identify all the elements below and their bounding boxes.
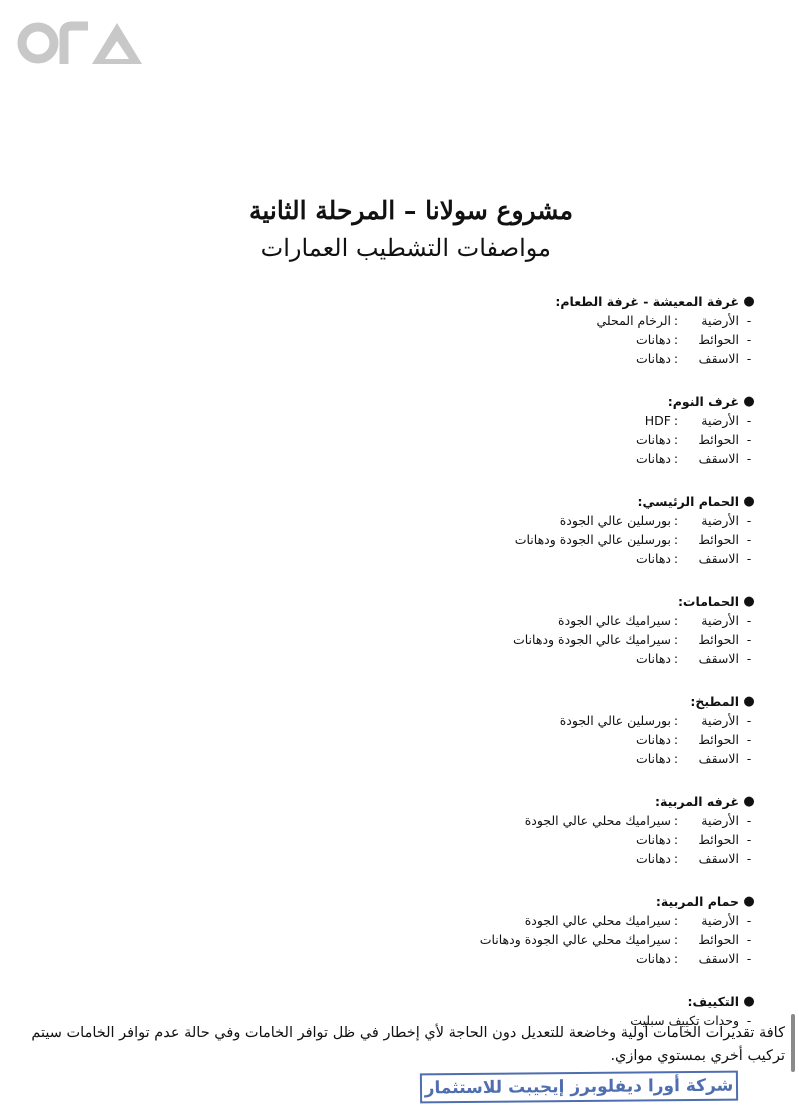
spec-label: الأرضية [701,413,739,428]
dash-icon: - [746,832,752,847]
colon-separator: : [673,551,679,566]
spec-row [339,730,759,749]
section-heading [339,892,759,911]
spec-label: الحوائط [698,532,739,547]
spec-label: الاسقف [698,751,739,766]
colon-separator: : [673,513,679,528]
colon-separator: : [673,613,679,628]
colon-separator: : [673,451,679,466]
section-title: غرفة المعيشة - غرفة الطعام: [555,294,739,309]
spec-label: الحوائط [698,932,739,947]
spec-label: الحوائط [698,632,739,647]
section-title: غرف النوم: [667,394,739,409]
dash-icon: - [746,913,752,928]
spec-section [339,792,759,868]
bullet-icon: ● [743,994,755,1009]
section-heading [339,392,759,411]
dash-icon: - [746,751,752,766]
scrollbar[interactable] [791,1014,795,1072]
spec-section [339,492,759,568]
colon-separator: : [673,651,679,666]
spec-value: دهانات [635,751,671,766]
spec-value: بورسلين عالي الجودة ودهانات [514,532,671,547]
spec-row [339,311,759,330]
spec-label: الحوائط [698,732,739,747]
dash-icon: - [746,451,752,466]
spec-row [339,511,759,530]
spec-value: HDF [644,413,671,428]
spec-value: بورسلين عالي الجودة [559,513,671,528]
spec-value: سيراميك عالي الجودة ودهانات [512,632,671,647]
colon-separator: : [673,851,679,866]
dash-icon: - [746,351,752,366]
dash-icon: - [746,932,752,947]
spec-row [339,949,759,968]
dash-icon: - [746,613,752,628]
dash-icon: - [746,1013,752,1028]
bullet-icon: ● [743,694,755,709]
colon-separator: : [673,932,679,947]
disclaimer-note: كافة تقديرات الخامات أولية وخاضعة للتعديل دون الحاجة لأي إخطار في ظل توافر الخامات وفي حالة عدم توافر الخامات سيتم تركيب أخري بمستوي موازي. [31,1025,785,1064]
colon-separator: : [673,532,679,547]
spec-value: دهانات [635,451,671,466]
colon-separator: : [673,313,679,328]
spec-row [339,911,759,930]
spec-row [339,930,759,949]
spec-label: الأرضية [701,913,739,928]
section-title: حمام المربية: [655,894,739,909]
spec-label: الحوائط [698,432,739,447]
spec-section [339,892,759,968]
spec-label: الاسقف [698,851,739,866]
dash-icon: - [746,632,752,647]
spec-section [339,392,759,468]
spec-label: الأرضية [701,513,739,528]
spec-value: وحدات تكييف سبليت [630,1013,739,1028]
dash-icon: - [746,732,752,747]
spec-label: الاسقف [698,351,739,366]
section-title: التكييف: [687,994,739,1009]
dash-icon: - [746,413,752,428]
section-heading [339,292,759,311]
colon-separator: : [673,332,679,347]
spec-row [339,411,759,430]
section-title: الحمام الرئيسي: [637,494,739,509]
spec-label: الأرضية [701,313,739,328]
spec-label: الاسقف [698,651,739,666]
section-heading [339,792,759,811]
spec-label: الحوائط [698,332,739,347]
spec-row [339,711,759,730]
spec-row [339,349,759,368]
spec-row [339,530,759,549]
colon-separator: : [673,913,679,928]
spec-row [339,549,759,568]
dash-icon: - [746,551,752,566]
company-stamp: شركة أورا ديفلوبرز إيجيبت للاستثمار [420,1071,738,1104]
colon-separator: : [673,832,679,847]
colon-separator: : [673,432,679,447]
document-title: مشروع سولانا – المرحلة الثانية [248,196,573,225]
spec-value: دهانات [635,432,671,447]
section-title: غرفه المربية: [655,794,739,809]
dash-icon: - [746,651,752,666]
spec-row [339,811,759,830]
spec-section [339,592,759,668]
colon-separator: : [673,413,679,428]
spec-row [339,611,759,630]
ora-logo-icon [16,18,144,68]
spec-value: الرخام المحلي [596,313,671,328]
dash-icon: - [746,532,752,547]
dash-icon: - [746,513,752,528]
colon-separator: : [673,751,679,766]
spec-value: دهانات [635,832,671,847]
section-title: الحمامات: [677,594,739,609]
spec-label: الاسقف [698,951,739,966]
spec-value: سيراميك عالي الجودة [558,613,671,628]
spec-value: دهانات [635,951,671,966]
spec-value: سيراميك محلي عالي الجودة ودهانات [479,932,671,947]
spec-value: سيراميك محلي عالي الجودة [524,913,671,928]
spec-label: الأرضية [701,813,739,828]
spec-value: دهانات [635,851,671,866]
section-heading [339,692,759,711]
spec-value: بورسلين عالي الجودة [559,713,671,728]
section-heading [339,992,759,1011]
spec-label: الأرضية [701,713,739,728]
spec-value: دهانات [635,351,671,366]
bullet-icon: ● [743,794,755,809]
spec-row [339,630,759,649]
spec-row [339,430,759,449]
spec-row [339,330,759,349]
colon-separator: : [673,951,679,966]
spec-row [339,830,759,849]
spec-value: دهانات [635,332,671,347]
bullet-icon: ● [743,494,755,509]
dash-icon: - [746,432,752,447]
dash-icon: - [746,851,752,866]
dash-icon: - [746,813,752,828]
section-title: المطبخ: [690,694,739,709]
bullet-icon: ● [743,294,755,309]
dash-icon: - [746,951,752,966]
specs-list [339,292,759,1054]
colon-separator: : [673,813,679,828]
spec-section [339,292,759,368]
spec-value: دهانات [635,651,671,666]
dash-icon: - [746,313,752,328]
colon-separator: : [673,732,679,747]
dash-icon: - [746,713,752,728]
bullet-icon: ● [743,894,755,909]
colon-separator: : [673,713,679,728]
spec-label: الاسقف [698,451,739,466]
spec-row [339,449,759,468]
colon-separator: : [673,632,679,647]
dash-icon: - [746,332,752,347]
spec-label: الأرضية [701,613,739,628]
bullet-icon: ● [743,394,755,409]
spec-row [339,749,759,768]
spec-row [339,849,759,868]
document-subtitle: مواصفات التشطيب العمارات [260,234,551,262]
spec-value: سيراميك محلي عالي الجودة [524,813,671,828]
spec-label: الحوائط [698,832,739,847]
spec-section [339,692,759,768]
spec-value: دهانات [635,551,671,566]
spec-label: الاسقف [698,551,739,566]
bullet-icon: ● [743,594,755,609]
spec-row [339,649,759,668]
colon-separator: : [673,351,679,366]
section-heading [339,592,759,611]
section-heading [339,492,759,511]
spec-value: دهانات [635,732,671,747]
